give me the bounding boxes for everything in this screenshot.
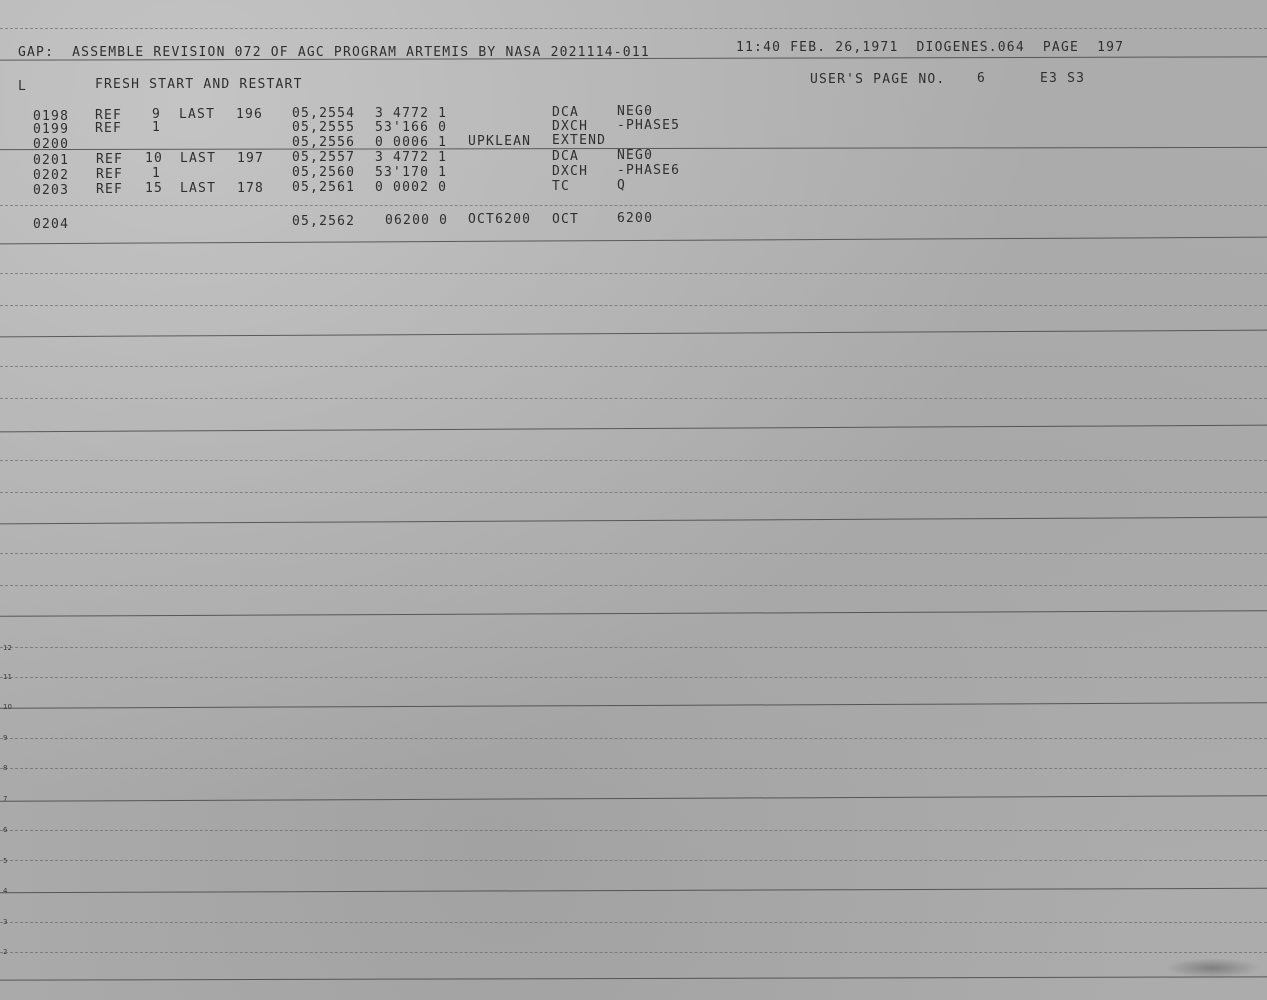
page-rule — [0, 398, 1267, 399]
margin-number: 9 — [3, 734, 8, 742]
address: 05,2561 — [292, 180, 356, 195]
page-rule — [0, 553, 1267, 554]
gap-header-line: GAP: ASSEMBLE REVISION 072 OF AGC PROGRAM ARTEMIS BY NASA 2021114-011 — [18, 45, 650, 60]
last-label: LAST — [180, 151, 217, 166]
section-title: FRESH START AND RESTART — [95, 77, 303, 92]
page-rule — [0, 205, 1267, 206]
line-number: 0204 — [33, 217, 70, 232]
ref-number: 15 — [145, 181, 164, 196]
margin-number: 6 — [3, 826, 8, 834]
ref-label: REF — [95, 121, 123, 136]
line-number: 0199 — [33, 122, 70, 137]
line-number: 0201 — [33, 153, 70, 168]
margin-number: 7 — [3, 795, 8, 803]
page-rule — [0, 330, 1267, 338]
opcode: EXTEND — [552, 133, 607, 148]
opcode: DXCH — [552, 119, 589, 134]
address: 05,2562 — [292, 214, 356, 229]
page-rule — [0, 366, 1267, 367]
operand: 6200 — [617, 211, 654, 226]
line-number: 0202 — [33, 168, 70, 183]
address: 05,2555 — [292, 120, 356, 135]
location-label: UPKLEAN — [468, 134, 532, 149]
page-rule — [0, 677, 1267, 678]
opcode: TC — [552, 179, 571, 194]
page-rule — [0, 830, 1267, 831]
address: 05,2557 — [292, 150, 356, 165]
ref-number: 9 — [152, 107, 162, 122]
margin-number: 8 — [3, 764, 8, 772]
address: 05,2554 — [292, 106, 356, 121]
margin-number: 10 — [3, 703, 12, 711]
address: 05,2560 — [292, 165, 356, 180]
octal-word: 53'170 1 — [375, 165, 448, 180]
octal-word: 3 4772 1 — [375, 106, 448, 121]
page-rule — [0, 305, 1267, 306]
ink-smudge — [1165, 958, 1260, 978]
ref-label: REF — [96, 152, 124, 167]
page-rule — [0, 976, 1267, 980]
page-rule — [0, 517, 1267, 525]
page-rule — [0, 273, 1267, 274]
users-page-label: USER'S PAGE NO. — [810, 72, 946, 87]
opcode: DXCH — [552, 164, 589, 179]
ref-label: REF — [95, 108, 123, 123]
page-rule — [0, 922, 1267, 923]
last-number: 197 — [237, 151, 265, 166]
operand: NEG0 — [617, 104, 654, 119]
opcode: OCT — [552, 212, 580, 227]
line-number: 0198 — [33, 109, 70, 124]
ref-number: 10 — [145, 151, 164, 166]
margin-number: 11 — [3, 673, 12, 681]
octal-word: 53'166 0 — [375, 120, 448, 135]
timestamp-line: 11:40 FEB. 26,1971 DIOGENES.064 PAGE 197 — [736, 40, 1125, 55]
page-rule — [0, 768, 1267, 769]
page-rule — [0, 585, 1267, 586]
margin-number: 5 — [3, 857, 8, 865]
page-rule — [0, 738, 1267, 739]
operand: -PHASE5 — [617, 118, 681, 133]
page-rule — [0, 702, 1267, 709]
octal-word: 06200 0 — [385, 213, 449, 228]
line-number: 0203 — [33, 183, 70, 198]
page-rule — [0, 888, 1267, 893]
opcode: DCA — [552, 149, 580, 164]
code-tag: E3 S3 — [1040, 71, 1086, 86]
users-page-number: 6 — [977, 71, 987, 86]
page-rule — [0, 492, 1267, 493]
margin-number: 12 — [3, 644, 12, 652]
octal-word: 0 0002 0 — [375, 180, 448, 195]
page-rule — [0, 647, 1267, 648]
ref-number: 1 — [152, 120, 162, 135]
margin-number: 4 — [3, 887, 8, 895]
address: 05,2556 — [292, 135, 356, 150]
last-number: 196 — [236, 107, 264, 122]
last-label: LAST — [179, 107, 216, 122]
operand: -PHASE6 — [617, 163, 681, 178]
location-label: OCT6200 — [468, 212, 532, 227]
ref-label: REF — [96, 167, 124, 182]
last-label: LAST — [180, 181, 217, 196]
octal-word: 0 0006 1 — [375, 135, 448, 150]
operand: Q — [617, 178, 627, 193]
line-number: 0200 — [33, 137, 70, 152]
margin-number: 2 — [3, 948, 8, 956]
section-marker: L — [18, 79, 28, 94]
page-rule — [0, 460, 1267, 461]
page-rule — [0, 28, 1267, 29]
last-number: 178 — [237, 181, 265, 196]
ref-label: REF — [96, 182, 124, 197]
page-rule — [0, 425, 1267, 433]
page-rule — [0, 860, 1267, 861]
margin-number: 3 — [3, 918, 8, 926]
page-rule — [0, 952, 1267, 953]
opcode: DCA — [552, 105, 580, 120]
page-rule — [0, 610, 1267, 617]
page-rule — [0, 237, 1267, 245]
octal-word: 3 4772 1 — [375, 150, 448, 165]
ref-number: 1 — [152, 166, 162, 181]
operand: NEG0 — [617, 148, 654, 163]
page-rule — [0, 795, 1267, 802]
